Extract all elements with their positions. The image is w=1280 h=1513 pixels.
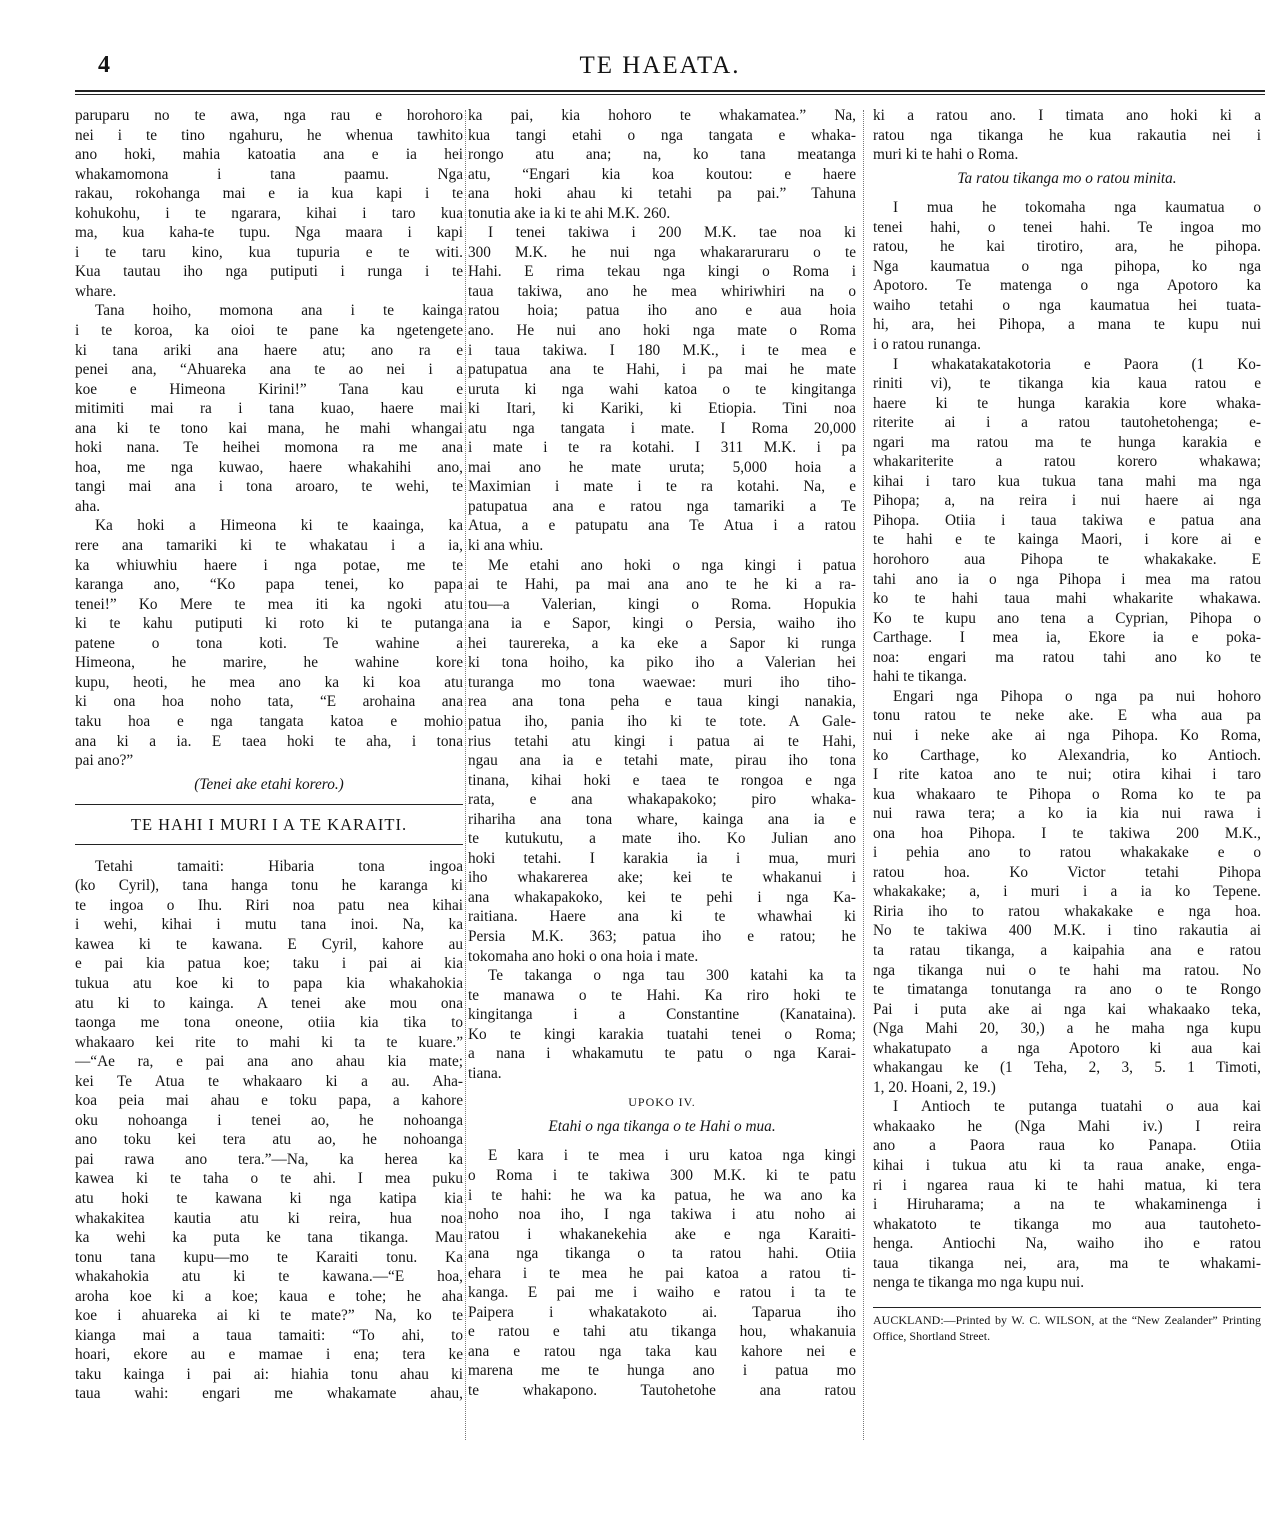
text-line: whakakake; a, i muri i a ia ko Tepene. bbox=[873, 883, 1261, 901]
text-line: ratou i whakanekehia ake e nga Karaiti- bbox=[468, 1225, 856, 1243]
text-line: whakamomona i tana paamu. Nga bbox=[75, 165, 463, 183]
text-line: riterite ai i a ratou tautohetohenga; e- bbox=[873, 414, 1261, 432]
text-line: i wehi, kihai i mutu tana inoi. Na, ka bbox=[75, 916, 463, 934]
text-line: iho whakarerea ake; kei te whakanui i bbox=[468, 869, 856, 887]
text-line: te hahi e te kainga Maori, i kore ai e bbox=[873, 531, 1261, 549]
text-line: i te hahi: he wa ka patua, he wa ano ka bbox=[468, 1186, 856, 1204]
text-line: ki tona hoiho, ka piko iho a Valerian hei bbox=[468, 654, 856, 672]
text-line: ana e ratou nga taka kau kahore nei e bbox=[468, 1342, 856, 1360]
chapter-heading: UPOKO IV. bbox=[628, 1095, 696, 1110]
text-line: —“Ae ra, e pai ana ano ahau kia mate; bbox=[75, 1053, 463, 1071]
text-line: whakariterite a ratou korero whakawa; bbox=[873, 453, 1261, 471]
text-line: 1, 20. Hoani, 2, 19.) bbox=[873, 1078, 996, 1096]
masthead-title: TE HAEATA. bbox=[579, 52, 741, 79]
text-line: ratou nga tikanga he kua rakautia nei i bbox=[873, 126, 1261, 144]
text-line: Persia M.K. 363; patua iho e ratou; he bbox=[468, 927, 856, 945]
text-line: ki Itari, ki Kariki, ki Etiopia. Tini noa bbox=[468, 400, 856, 418]
paragraph bbox=[75, 516, 463, 770]
text-line: Hahi. E rima tekau nga kingi o Roma i bbox=[468, 263, 856, 281]
text-line: pai ano?” bbox=[75, 752, 134, 770]
paragraph bbox=[873, 1097, 1261, 1292]
text-line: hi, ara, hei Pihopa, a mana te kupu nui bbox=[873, 316, 1261, 334]
paragraph bbox=[468, 556, 856, 966]
text-line: oku nohoanga i tenei ao, he nohoanga bbox=[75, 1111, 463, 1129]
text-line: ratou hoia; patua iho ano e aua hoia bbox=[468, 302, 856, 320]
text-line: muri ki te hahi o Roma. bbox=[873, 146, 1019, 164]
text-line: ka pai, kia hohoro te whakamatea.” Na, bbox=[468, 107, 856, 124]
text-line: nui i neke ake ai nga Pihopa. Ko Roma, bbox=[873, 726, 1261, 744]
text-line: i te koroa, ka oioi te pane ka ngetengete bbox=[75, 322, 463, 340]
italic-caption: Etahi o nga tikanga o te Hahi o mua. bbox=[548, 1117, 776, 1135]
text-line: ai te Hahi, pa mai ana ano te he ki a ra- bbox=[468, 576, 856, 594]
text-line: o Roma i te takiwa 300 M.K. ki te patu bbox=[468, 1166, 856, 1184]
text-line: Ko te kingi karakia tuatahi tenei o Roma; bbox=[468, 1025, 856, 1043]
text-line: kingitanga i a Constantine (Kanataina). bbox=[468, 1006, 856, 1024]
text-line: tenei hahi, o tenei hahi. Te ingoa mo bbox=[873, 218, 1261, 236]
text-line: whakakitea kautia atu ki reira, hua noa bbox=[75, 1209, 463, 1227]
text-line: ana hoki ahau ki tetahi pa pai.” Tahuna bbox=[468, 185, 856, 203]
text-line: horohoro aua Pihopa te whakakake. E bbox=[873, 551, 1261, 569]
text-line: kanga. E pai me i waiho e ratou i ta te bbox=[468, 1284, 856, 1302]
text-line: ratou, he kai tirotiro, ara, he pihopa. bbox=[873, 238, 1261, 256]
text-line: ano. He nui ano hoki nga mate o Roma bbox=[468, 322, 856, 340]
text-line: patupatua ana te Hahi, i pa mai he mate bbox=[468, 361, 856, 379]
text-line: I tenei takiwa i 200 M.K. tae noa ki bbox=[488, 224, 856, 242]
text-line: rihariha ana tona whare, kainga ana ia e bbox=[468, 810, 856, 828]
paragraph bbox=[873, 687, 1261, 1097]
text-line: ana ki te tono kai mana, he mahi whangai bbox=[75, 419, 463, 437]
text-line: Nga kaumatua o nga pihopa, ko nga bbox=[873, 257, 1261, 275]
text-line: mai ano he mate uruta; 5,000 hoia a bbox=[468, 458, 856, 476]
text-line: Engari nga Pihopa o nga pa nui hohoro bbox=[893, 687, 1261, 705]
text-line: tukua atu koe ki to papa kia whakahokia bbox=[75, 974, 463, 992]
text-line: koe e Himeona Kirini!” Tana kau e bbox=[75, 380, 463, 398]
paragraph bbox=[468, 966, 856, 1083]
text-line: taua takiwa, ano he mea whiriwhiri na o bbox=[468, 282, 856, 300]
text-line: te whakapono. Tautohetohe ana ratou bbox=[468, 1382, 856, 1399]
text-line: ana nga tikanga o ta ratou hahi. Otiia bbox=[468, 1245, 856, 1263]
text-line: atu nga tangata i mate. I Roma 20,000 bbox=[468, 419, 856, 437]
text-line: rakau, rokohanga mai e ia kua kapi i te bbox=[75, 185, 463, 203]
text-line: ngari ma ratou ma te hunga karakia e bbox=[873, 433, 1261, 451]
text-line: patupatua ana e ratou nga tamariki a Te bbox=[468, 497, 856, 515]
masthead-double-rule bbox=[75, 90, 1265, 95]
text-line: I rite katoa ano te nui; otira kihai i taro bbox=[873, 766, 1261, 784]
article-heading: TE HAHI I MURI I A TE KARAITI. bbox=[75, 804, 463, 845]
text-line: whakaako he (Nga Mahi iv.) I reira bbox=[873, 1117, 1261, 1135]
paragraph bbox=[468, 1146, 856, 1400]
text-line: raitiana. Haere ana ki te whawhai ki bbox=[468, 908, 856, 926]
text-line: taku kainga i pai ai: hiahia tonu ahau ki bbox=[75, 1365, 463, 1383]
text-line: Ko te kupu ano tena a Cyprian, Pihopa o bbox=[873, 609, 1261, 627]
text-line: pai rawa ano tera.”—Na, ka herea ka bbox=[75, 1150, 463, 1168]
text-line: Himeona, he marire, he wahine kore bbox=[75, 654, 463, 672]
text-line: i taua takiwa. I 180 M.K., i te mea e bbox=[468, 341, 856, 359]
text-line: Tana hoiho, momona ana i te kainga bbox=[95, 302, 463, 320]
text-line: taku hoa e nga tangata katoa e mohio bbox=[75, 712, 463, 730]
text-line: ratou hoa. Ko Victor tetahi Pihopa bbox=[873, 863, 1261, 881]
italic-caption: Ta ratou tikanga mo o ratou minita. bbox=[957, 169, 1177, 187]
text-line: Carthage. I mea ia, Ekore ia e poka- bbox=[873, 629, 1261, 647]
text-line: kawea ki te taha o te ahi. I mea puku bbox=[75, 1170, 463, 1188]
text-line: (Nga Mahi 20, 30,) a he maha nga kupu bbox=[873, 1020, 1261, 1038]
text-line: I whakatakatakotoria e Paora (1 Ko- bbox=[893, 355, 1261, 373]
text-line: ngau ana ia e tetahi mate, pirau iho tona bbox=[468, 752, 856, 770]
text-line: i pehia ano to ratou whakakake e o bbox=[873, 844, 1261, 862]
text-line: a nana i whakamutu te patu o nga Karai- bbox=[468, 1045, 856, 1063]
text-line: hoki tetahi. I karakia ia i mua, muri bbox=[468, 849, 856, 867]
text-line: Te takanga o nga tau 300 katahi ka ta bbox=[488, 967, 856, 985]
text-line: turanga mo tona waewae: muri iho tiho- bbox=[468, 673, 856, 691]
text-line: tonu tana kupu—mo te Karaiti tonu. Ka bbox=[75, 1248, 463, 1266]
text-line: mitimiti mai ra i tana kuao, haere mai bbox=[75, 400, 463, 418]
text-line: ta ratau tikanga, a kaipahia ana e ratou bbox=[873, 941, 1261, 959]
text-line: e ratou e tahi atu tikanga hou, whakanuia bbox=[468, 1323, 856, 1341]
text-line: ri i ngarea raua ki te hahi matua, ki tera bbox=[873, 1176, 1261, 1194]
text-line: whakatoto te tikanga mo aua tautoheto- bbox=[873, 1215, 1261, 1233]
text-line: kawea ki te kawana. E Cyril, kahore au bbox=[75, 935, 463, 953]
text-line: ko te hahi taua mahi whakarite whakawa. bbox=[873, 590, 1261, 608]
column-2 bbox=[468, 106, 856, 1401]
text-line: ana ia e Sapor, kingi o Persia, waiho iho bbox=[468, 615, 856, 633]
text-line: Paipera i whakatakoto ai. Taparua iho bbox=[468, 1303, 856, 1321]
text-line: nga tikanga nui o te hahi ma ratou. No bbox=[873, 961, 1261, 979]
text-line: atu ki to kainga. A tenei ake mou ona bbox=[75, 994, 463, 1012]
paragraph bbox=[468, 106, 856, 223]
text-line: atu hoki te kawana ki nga katipa kia bbox=[75, 1189, 463, 1207]
text-line: tiana. bbox=[468, 1064, 502, 1082]
text-line: Kua tautau iho nga putiputi i runga i te bbox=[75, 263, 463, 281]
text-line: kua whakaaro te Pihopa o Roma ko te pa bbox=[873, 785, 1261, 803]
text-line: tou—a Valerian, kingi o Roma. Hopukia bbox=[468, 595, 856, 613]
text-line: marena me te hunga ano i patua mo bbox=[468, 1362, 856, 1380]
text-line: aha. bbox=[75, 497, 101, 515]
paragraph bbox=[75, 301, 463, 516]
column-3 bbox=[873, 106, 1261, 1344]
text-line: kohukohu, i te ngarara, kihai i taro kua bbox=[75, 204, 463, 222]
text-line: e pai kia patua koe; taku i pai ai kia bbox=[75, 955, 463, 973]
text-line: whakatupato a nga Apotoro ki aua kai bbox=[873, 1039, 1261, 1057]
text-line: whakahokia atu ki te kawana.—“E hoa, bbox=[75, 1268, 463, 1286]
text-line: ko Carthage, ko Alexandria, ko Antioch. bbox=[873, 746, 1261, 764]
text-line: E kara i te mea i uru katoa nga kingi bbox=[488, 1147, 856, 1165]
paragraph bbox=[468, 223, 856, 555]
text-line: Me etahi ano hoki o nga kingi i patua bbox=[488, 556, 856, 574]
text-line: penei ana, “Ahuareka ana te ao nei i a bbox=[75, 361, 463, 379]
text-line: taua wahi: engari me whakamate ahau, bbox=[75, 1385, 463, 1403]
text-line: i mate i te ra kotahi. I 311 M.K. i pa bbox=[468, 439, 856, 457]
text-line: nenga te tikanga mo nga kupu nui. bbox=[873, 1274, 1085, 1292]
text-line: kei Te Atua te whakaaro ki a au. Aha- bbox=[75, 1072, 463, 1090]
text-line: noho noa iho, I nga takiwa i atu noho ai bbox=[468, 1206, 856, 1224]
text-line: rere ana tamariki ki te whakatau i a ia, bbox=[75, 537, 463, 555]
text-line: te ingoa o Ihu. Riri noa patu nea kihai bbox=[75, 896, 463, 914]
text-line: Pihopa. Otiia i taua takiwa e patua ana bbox=[873, 511, 1261, 529]
text-line: tenei!” Ko Mere te mea iti ka ngoki atu bbox=[75, 595, 463, 613]
column-1 bbox=[75, 106, 463, 1404]
text-line: nui rawa tera; a ko ia kia nui rawa i bbox=[873, 805, 1261, 823]
text-line: hahi te tikanga. bbox=[873, 668, 967, 686]
paragraph bbox=[873, 355, 1261, 687]
text-line: henga. Antiochi Na, waiho iho e ratou bbox=[873, 1235, 1261, 1253]
text-line: whakangau ke (1 Teha, 2, 3, 5. 1 Timoti, bbox=[873, 1059, 1261, 1077]
text-line: ki ana whiu. bbox=[468, 537, 544, 555]
text-line: aroha koe ki a koe; kaua e tohe; he aha bbox=[75, 1287, 463, 1305]
text-line: uruta ki nga wahi katoa o te kingitanga bbox=[468, 380, 856, 398]
text-line: paruparu no te awa, nga rau e horohoro bbox=[75, 107, 463, 124]
text-line: kupu, heoti, he mea ano ka ki koa atu bbox=[75, 673, 463, 691]
text-line: ka whiuwhiu haere i nga potae, me te bbox=[75, 556, 463, 574]
text-line: ano toku kei tera atu ao, he nohoanga bbox=[75, 1131, 463, 1149]
text-line: koa peia mai ahau e toku papa, a kahore bbox=[75, 1092, 463, 1110]
text-line: hoa, me nga kuwao, haere whakahihi ano, bbox=[75, 458, 463, 476]
text-line: i te taru kino, kua tupuria e te witi. bbox=[75, 243, 463, 261]
text-line: (ko Cyril), tana hanga tonu he karanga ki bbox=[75, 877, 463, 895]
italic-caption: (Tenei ake etahi korero.) bbox=[194, 775, 344, 793]
text-line: taonga me tona oneone, otiia kia tika to bbox=[75, 1014, 463, 1032]
text-line: atu, “Engari kia koa koutou: e haere bbox=[468, 165, 856, 183]
text-line: te kutukutu, a mate iho. Ko Julian ano bbox=[468, 830, 856, 848]
printer-imprint: AUCKLAND:—Printed by W. C. WILSON, at the “New Zealander” Printing Office, Shortland Street. bbox=[873, 1307, 1261, 1344]
text-line: Atua, a e patupatu ana Te Atua i a ratou bbox=[468, 517, 856, 535]
paragraph bbox=[873, 106, 1261, 165]
text-line: te timatanga tonutanga ra ano o te Rongo bbox=[873, 981, 1261, 999]
paragraph bbox=[75, 857, 463, 1404]
text-line: Riria iho to ratou whakakake e nga hoa. bbox=[873, 902, 1261, 920]
text-line: No te takiwa 400 M.K. i tino rakautia ai bbox=[873, 922, 1261, 940]
text-line: I Antioch te putanga tuatahi o aua kai bbox=[893, 1098, 1261, 1116]
text-line: tonu ratou te neke ake. E wha aua pa bbox=[873, 707, 1261, 725]
text-line: ano hoki, mahia katoatia ana e ia hei bbox=[75, 146, 463, 164]
text-line: patua iho, pania iho ki te tote. A Gale- bbox=[468, 712, 856, 730]
column-separator bbox=[465, 110, 466, 1440]
text-line: rea ana tona peha e taua kingi nanakia, bbox=[468, 693, 856, 711]
text-line: Ka hoki a Himeona ki te kaainga, ka bbox=[95, 517, 463, 535]
text-line: ona hoa Pihopa. I te takiwa 200 M.K., bbox=[873, 824, 1261, 842]
text-line: taua tikanga nei, ara, ma te whakami- bbox=[873, 1254, 1261, 1272]
text-line: ki te kahu putiputi ki roto ki te putanga bbox=[75, 615, 463, 633]
text-line: i Hiruharama; a na te whakaminenga i bbox=[873, 1196, 1261, 1214]
text-line: ana whakapakoko, kei te pehi i nga Ka- bbox=[468, 888, 856, 906]
text-line: i o ratou runanga. bbox=[873, 336, 981, 354]
text-line: rius tetahi atu kingi i patua ai te Hahi, bbox=[468, 732, 856, 750]
text-line: whare. bbox=[75, 282, 117, 300]
text-line: riniti vi), te tikanga kia kaua ratou e bbox=[873, 375, 1261, 393]
column-separator bbox=[863, 110, 864, 1440]
paragraph bbox=[873, 198, 1261, 354]
paragraph bbox=[75, 106, 463, 301]
text-line: karanga ano, “Ko papa tenei, ko papa bbox=[75, 576, 463, 594]
text-line: nei i te tino ngahuru, he whenua tawhito bbox=[75, 126, 463, 144]
text-line: 300 M.K. he nui nga whakararuraru o te bbox=[468, 243, 856, 261]
text-line: tokomaha ano hoki o ona hoia i mate. bbox=[468, 947, 699, 965]
text-line: ano a Paora raua ko Panapa. Otiia bbox=[873, 1137, 1261, 1155]
page-number: 4 bbox=[98, 52, 110, 78]
text-line: kua tangi etahi o nga tangata e whaka- bbox=[468, 126, 856, 144]
text-line: ehara i te mea he pai katoa a ratou ti- bbox=[468, 1264, 856, 1282]
text-line: noa: engari ma ratou tahi ano ko te bbox=[873, 648, 1261, 666]
text-line: whakaaro kei rite to mahi ki ta te kuare.” bbox=[75, 1033, 463, 1051]
text-line: rata, e ana whakapakoko; piro whaka- bbox=[468, 791, 856, 809]
text-line: kihai i taro kua tukua tana mahi ma nga bbox=[873, 472, 1261, 490]
text-line: te manawa o te Hahi. Ka riro hoki te bbox=[468, 986, 856, 1004]
text-line: rongo atu ana; na, ko tana meatanga bbox=[468, 146, 856, 164]
text-line: patene o tona koti. Te wahine a bbox=[75, 634, 463, 652]
text-line: hoki nana. Te heihei momona ra me ana bbox=[75, 439, 463, 457]
text-line: ki ona hoa noho tata, “E arohaina ana bbox=[75, 693, 463, 711]
text-line: ma, kua kaha-te tupu. Nga maara i kapi bbox=[75, 224, 463, 242]
text-line: Pihopa; a, na reira i nui haere ai nga bbox=[873, 492, 1261, 510]
text-line: ki tana ariki ana haere atu; ano ra e bbox=[75, 341, 463, 359]
text-line: Maximian i mate i te ra kotahi. Na, e bbox=[468, 478, 856, 496]
text-line: koe i ahuareka ai ki te mate?” Na, ko te bbox=[75, 1307, 463, 1325]
text-line: tangi mai ana i tona aroaro, te wehi, te bbox=[75, 478, 463, 496]
text-line: Apotoro. Te matenga o nga Apotoro ka bbox=[873, 277, 1261, 295]
text-line: kihai i tukua atu ki ta raua anake, enga- bbox=[873, 1156, 1261, 1174]
text-line: I mua he tokomaha nga kaumatua o bbox=[893, 199, 1261, 217]
text-line: kianga mai a taua tamaiti: “To ahi, to bbox=[75, 1326, 463, 1344]
text-line: ki a ratou ano. I timata ano hoki ki a bbox=[873, 107, 1261, 124]
text-line: Pai i puta ake ai nga kai whakaako teka, bbox=[873, 1000, 1261, 1018]
text-line: tahi ano ia o nga Pihopa i mea ma ratou bbox=[873, 570, 1261, 588]
text-line: haere ki te hunga karakia kore whaka- bbox=[873, 394, 1261, 412]
text-line: waiho tetahi o nga kaumatua hei tuata- bbox=[873, 296, 1261, 314]
text-line: Tetahi tamaiti: Hibaria tona ingoa bbox=[95, 857, 463, 875]
text-line: ka wehi ka puta ke tana tikanga. Mau bbox=[75, 1229, 463, 1247]
text-line: ana ki a ia. E taea hoki te aha, i tona bbox=[75, 732, 463, 750]
text-line: hei taurereka, a ka eke a Sapor ki runga bbox=[468, 634, 856, 652]
text-line: tonutia ake ia ki te ahi M.K. 260. bbox=[468, 204, 671, 222]
text-line: tinana, kihai hoki e taea te rongoa e nga bbox=[468, 771, 856, 789]
text-line: hoari, ekore au e mamae i ena; tera ke bbox=[75, 1346, 463, 1364]
